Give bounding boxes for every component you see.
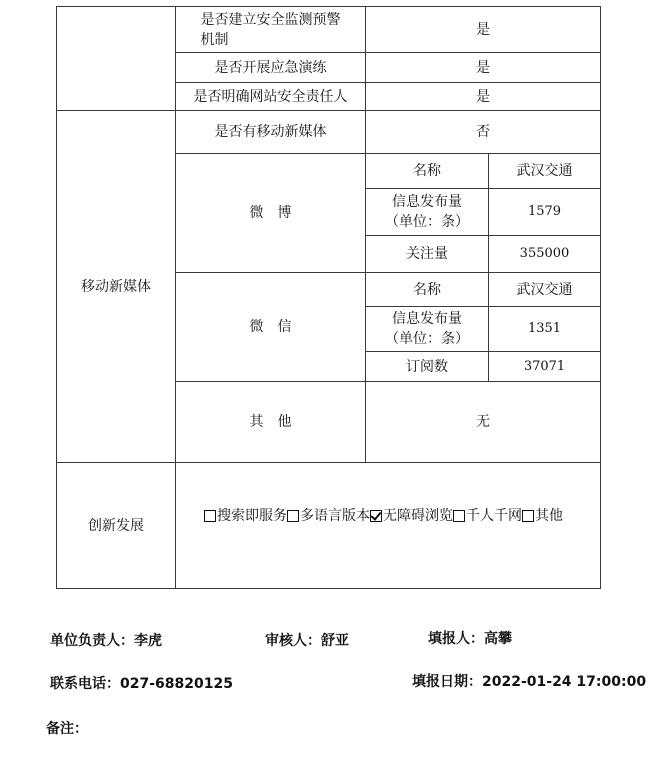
table-border-right: [600, 6, 601, 588]
innovation-section-label: 创新发展: [88, 517, 144, 534]
innovation-options: [204, 506, 563, 526]
checkbox-search-as-service[interactable]: [204, 510, 216, 522]
option-label: 搜索即服务: [217, 508, 287, 524]
checkbox-multi-language[interactable]: [287, 510, 299, 522]
weixin-posts-label: [366, 307, 488, 351]
warning-mechanism-label: [176, 7, 365, 52]
weixin-posts-value: 1351: [527, 321, 562, 336]
contact-phone: 联系电话：027-68820125: [50, 676, 233, 692]
remarks: 备注：: [46, 721, 88, 737]
reporter: 填报人：高攀: [428, 631, 512, 647]
option-label: 其他: [535, 508, 563, 524]
option-label: 多语言版本: [300, 508, 370, 524]
checkbox-accessibility[interactable]: [370, 510, 382, 522]
weixin-label: 微 信: [249, 319, 292, 335]
weixin-name-value: 武汉交通: [516, 281, 573, 298]
emergency-drill-value: 是: [476, 59, 490, 76]
warning-mechanism-value: 是: [476, 21, 490, 38]
option-label: 千人千网: [466, 508, 522, 524]
label-line: 信息发布量: [392, 194, 462, 210]
other-media-value: 无: [476, 414, 490, 430]
weixin-name-label: 名称: [413, 281, 441, 298]
other-media-label: 其 他: [249, 414, 292, 430]
option-label: 无障碍浏览: [383, 508, 453, 524]
label-line: 机制: [200, 31, 229, 48]
reviewer: 审核人：舒亚: [265, 633, 349, 649]
security-responsible-value: 是: [476, 88, 490, 105]
weibo-posts-label: [366, 189, 488, 235]
weibo-name-value: 武汉交通: [516, 163, 573, 179]
label-line: （单位：条）: [385, 214, 469, 230]
has-mobile-media-label: 是否有移动新媒体: [214, 124, 327, 140]
weibo-followers-value: 355000: [519, 246, 570, 261]
emergency-drill-label: 是否开展应急演练: [214, 59, 327, 76]
checkbox-other[interactable]: [522, 510, 534, 522]
weibo-name-label: 名称: [413, 163, 441, 179]
label-line: 信息发布量: [392, 311, 462, 327]
has-mobile-media-value: 否: [476, 124, 490, 140]
weixin-subscribers-label: 订阅数: [406, 358, 448, 375]
unit-head: 单位负责人：李虎: [50, 633, 162, 649]
label-line: 是否建立安全监测预警: [200, 11, 341, 28]
weixin-subscribers-value: 37071: [523, 358, 566, 374]
checkbox-personalized[interactable]: [453, 510, 465, 522]
new-media-section-label: 移动新媒体: [81, 278, 151, 295]
report-date: 填报日期：2022-01-24 17:00:00: [412, 674, 647, 690]
weibo-label: 微 博: [249, 205, 292, 221]
security-responsible-label: 是否明确网站安全责任人: [193, 88, 348, 105]
label-line: （单位：条）: [385, 331, 469, 347]
weibo-posts-value: 1579: [527, 204, 562, 219]
weibo-followers-label: 关注量: [406, 246, 448, 262]
table-border-bottom: [56, 588, 601, 589]
